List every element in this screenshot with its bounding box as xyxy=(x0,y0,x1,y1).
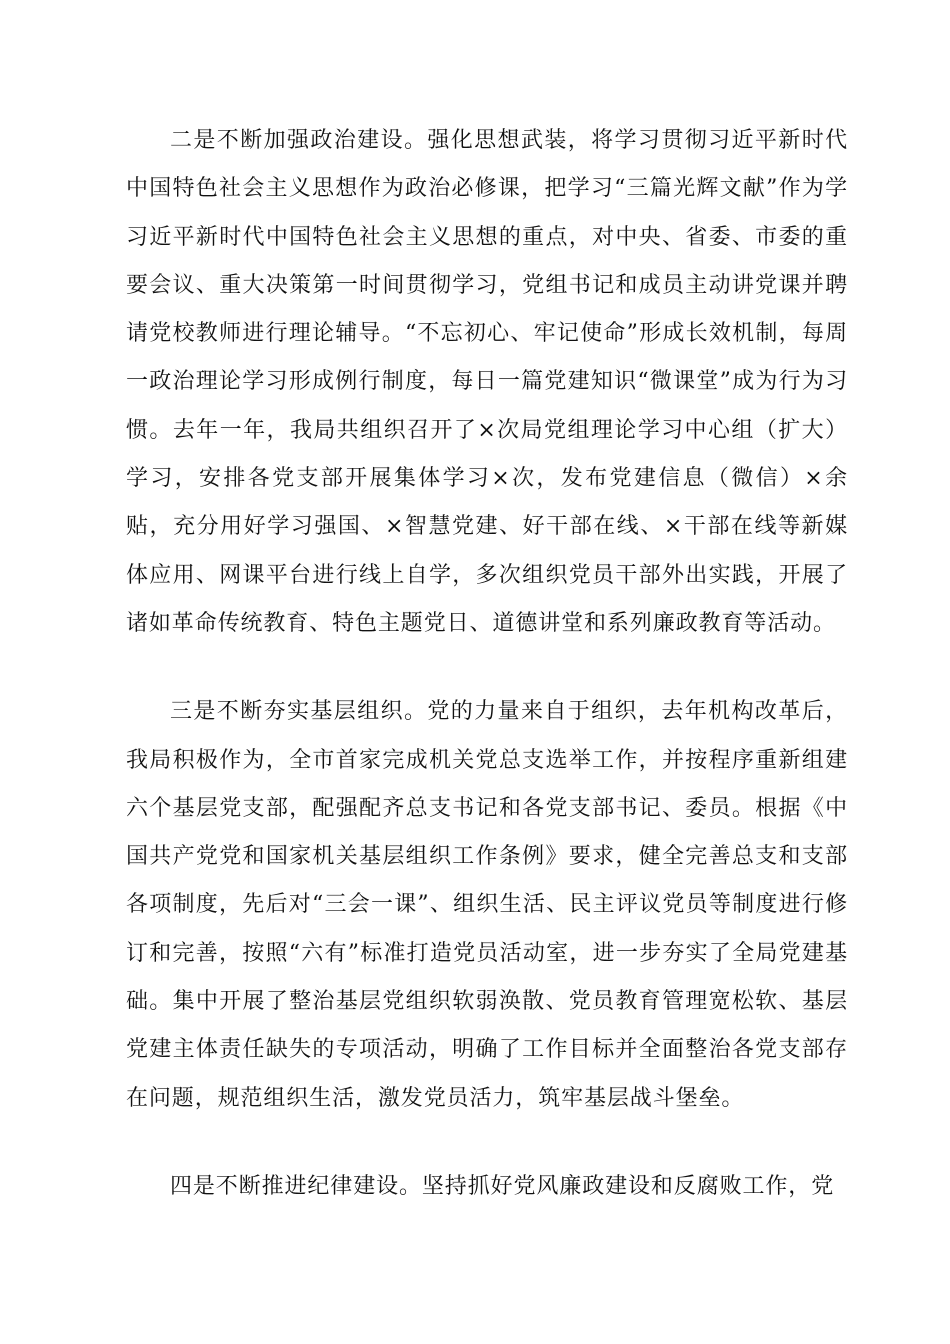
document-body xyxy=(126,117,848,1211)
paragraph-discipline-building: 四是不断推进纪律建设。坚持抓好党风廉政建设和反腐败工作，党 xyxy=(170,1173,835,1199)
paragraph-political-building: 二是不断加强政治建设。强化思想武装，将学习贯彻习近平新时代中国特色社会主义思想作为政治必修课，把学习“三篇光辉文献”作为学习近平新时代中国特色社会主义思想的重点，对中央、省委、市委的重要会议、重大决策第一时间贯彻学习，党组书记和成员主动讲党课并聘请党校教师进行理论辅导。“不忘初心、牢记使命”形成长效机制，每周一政治理论学习形成例行制度，每日一篇党建知识“微课堂”成为行为习惯。去年一年，我局共组织召开了×次局党组理论学习中心组（扩大）学习，安排各党支部开展集体学习×次，发布党建信息（微信）×余贴，充分用好学习强国、×智慧党建、好干部在线、×干部在线等新媒体应用、网课平台进行线上自学，多次组织党员干部外出实践，开展了诸如革命传统教育、特色主题党日、道德讲堂和系列廉政教育等活动。 xyxy=(126,128,848,636)
paragraph-grassroots-organization: 三是不断夯实基层组织。党的力量来自于组织，去年机构改革后，我局积极作为，全市首家完成机关党总支选举工作，并按程序重新组建六个基层党支部，配强配齐总支书记和各党支部书记、委员。根据《中国共产党党和国家机关基层组织工作条例》要求，健全完善总支和支部各项制度，先后对“三会一课”、组织生活、民主评议党员等制度进行修订和完善，按照“六有”标准打造党员活动室，进一步夯实了全局党建基础。集中开展了整治基层党组织软弱涣散、党员教育管理宽松软、基层党建主体责任缺失的专项活动，明确了工作目标并全面整治各党支部存在问题，规范组织生活，激发党员活力，筑牢基层战斗堡垒。 xyxy=(126,699,848,1111)
